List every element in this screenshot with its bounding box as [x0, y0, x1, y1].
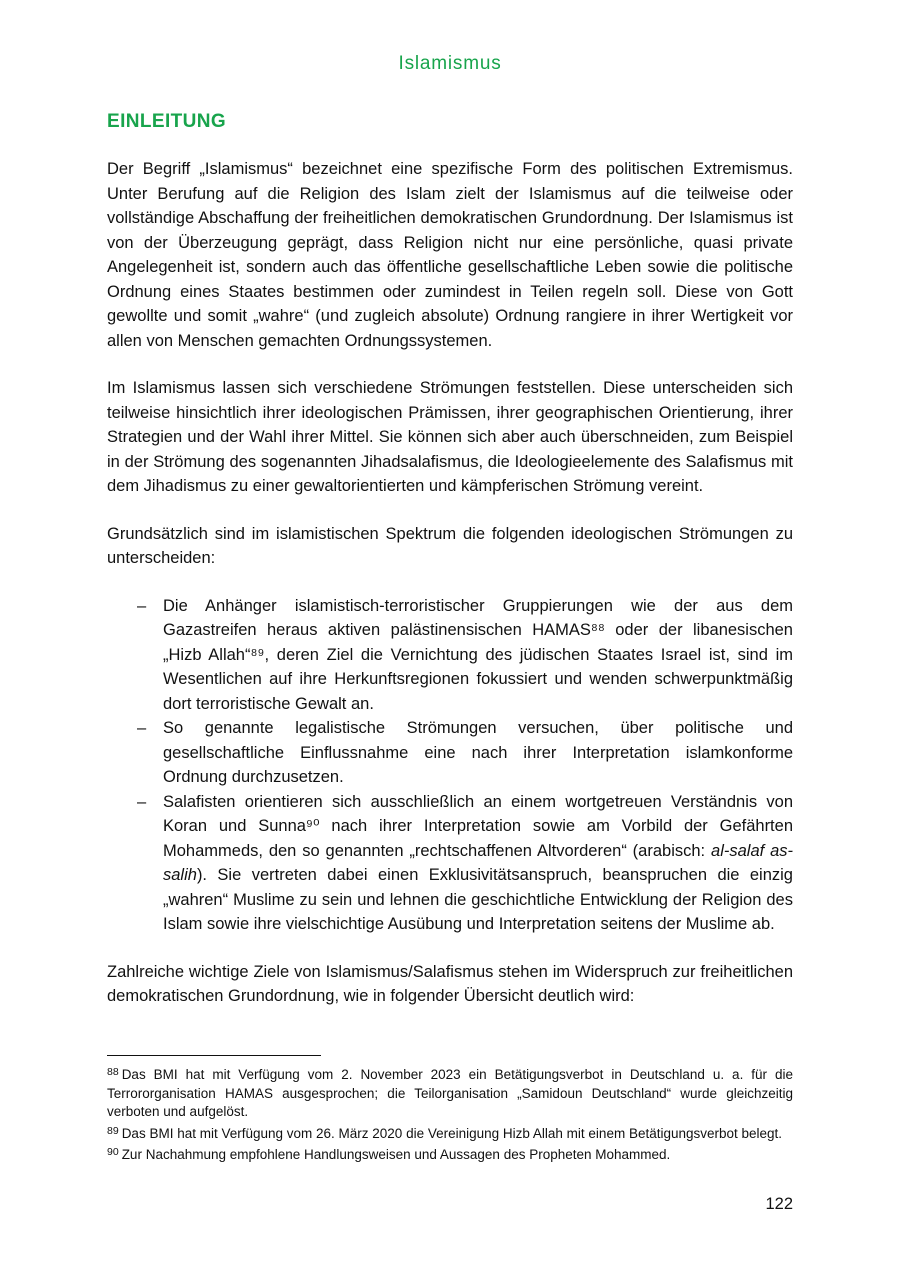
bullet-list [107, 594, 793, 937]
list-item-text [163, 790, 793, 937]
footnote [107, 1063, 793, 1122]
list-item [107, 594, 793, 717]
closing-paragraph: Zahlreiche wichtige Ziele von Islamismus/Salafismus stehen im Widerspruch zur freiheitlichen demokratischen Grundordnung, wie in folgender Übersicht deutlich wird: [107, 962, 793, 1005]
paragraph-lead-in: Grundsätzlich sind im islamistischen Spektrum die folgenden ideologischen Strömungen zu unterscheiden: [107, 524, 793, 567]
section-heading: EINLEITUNG [107, 111, 227, 132]
bullet-dash: – [137, 719, 147, 737]
footnotes-section [107, 1055, 793, 1165]
list-item-text-part: Salafisten orientieren sich ausschließlich an einem wortgetreuen Verständnis von Koran und Sunna⁹⁰ nach ihrer Interpretation sowie am Vorbild der Gefährten Mohammeds, den so genannten „rechtschaffenen Altvorderen“ (arabisch: [163, 792, 793, 860]
footnote-text: Das BMI hat mit Verfügung vom 26. März 2020 die Vereinigung Hizb Allah mit einem Betätigungsverbot belegt. [121, 1125, 783, 1141]
footnote-marker: 89 [107, 1124, 119, 1137]
page-number: 122 [765, 1195, 793, 1213]
list-item [107, 716, 793, 790]
paragraph-intro: Der Begriff „Islamismus“ bezeichnet eine spezifische Form des politischen Extremismus. Unter Berufung auf die Religion des Islam zielt der Islamismus auf die teilweise oder vollständige Abschaffung der freiheitlichen demokratischen Grundordnung. Der Islamismus ist von der Überzeugung geprägt, dass Religion nicht nur eine persönliche, quasi private Angelegenheit ist, sondern auch das öffentliche gesellschaftliche Leben sowie die politische Ordnung eines Staates bestimmen oder zumindest in Teilen regeln soll. Diese von Gott gewollte und somit „wahre“ (und zugleich absolute) Ordnung rangiere in ihrer Wertigkeit vor allen von Menschen gemachten Ordnungssystemen. [107, 160, 793, 350]
footnote-separator [107, 1055, 321, 1056]
footnote [107, 1122, 793, 1144]
list-item-text-part: ). Sie vertreten dabei einen Exklusivitätsanspruch, beanspruchen die einzig „wahren“ Muslime zu sein und lehnen die geschichtliche Entwicklung der Religion des Islam sowie ihre vielschichtige Ausübung und Interpretation seitens der Muslime ab. [163, 866, 793, 933]
footnote-text: Das BMI hat mit Verfügung vom 2. November 2023 ein Betätigungsverbot in Deutschland u. a. für die Terrororganisation HAMAS ausgesprochen; die Teilorganisation „Samidoun Deutschland“ wurde gleichzeitig verboten und aufgelöst. [107, 1067, 793, 1119]
page-header-title: Islamismus [398, 53, 502, 74]
arabic-term: al-salaf as-salih [163, 841, 793, 884]
footnote-marker: 90 [107, 1146, 119, 1158]
footnote-text: Zur Nachahmung empfohlene Handlungsweisen und Aussagen des Propheten Mohammed. [121, 1147, 671, 1162]
footnote-marker: 88 [107, 1066, 119, 1078]
list-item-text: So genannte legalistische Strömungen versuchen, über politische und gesellschaftliche Einflussnahme eine nach ihrer Interpretation islamkonforme Ordnung durchzusetzen. [163, 719, 793, 786]
bullet-dash: – [137, 596, 147, 615]
list-item [107, 790, 793, 937]
bullet-dash: – [137, 792, 147, 811]
list-item-text: Die Anhänger islamistisch-terroristischer Gruppierungen wie der aus dem Gazastreifen heraus aktiven palästinensischen HAMAS⁸⁸ oder der libanesischen „Hizb Allah“⁸⁹, deren Ziel die Vernichtung des jüdischen Staates Israel ist, sind im Wesentlichen auf ihre Herkunftsregionen fokussiert und wenden schwerpunktmäßig dort terroristische Gewalt an. [163, 596, 793, 713]
footnote [107, 1143, 793, 1165]
paragraph-stroemungen: Im Islamismus lassen sich verschiedene Strömungen feststellen. Diese unterscheiden sich teilweise hinsichtlich ihrer ideologischen Prämissen, ihrer geographischen Orientierung, ihrer Strategien und der Wahl ihrer Mittel. Sie können sich aber auch überschneiden, zum Beispiel in der Strömung des sogenannten Jihadsalafismus, die Ideologieelemente des Salafismus mit dem Jihadismus zu einer gewaltorientierten und kämpferischen Strömung vereint. [107, 379, 793, 495]
